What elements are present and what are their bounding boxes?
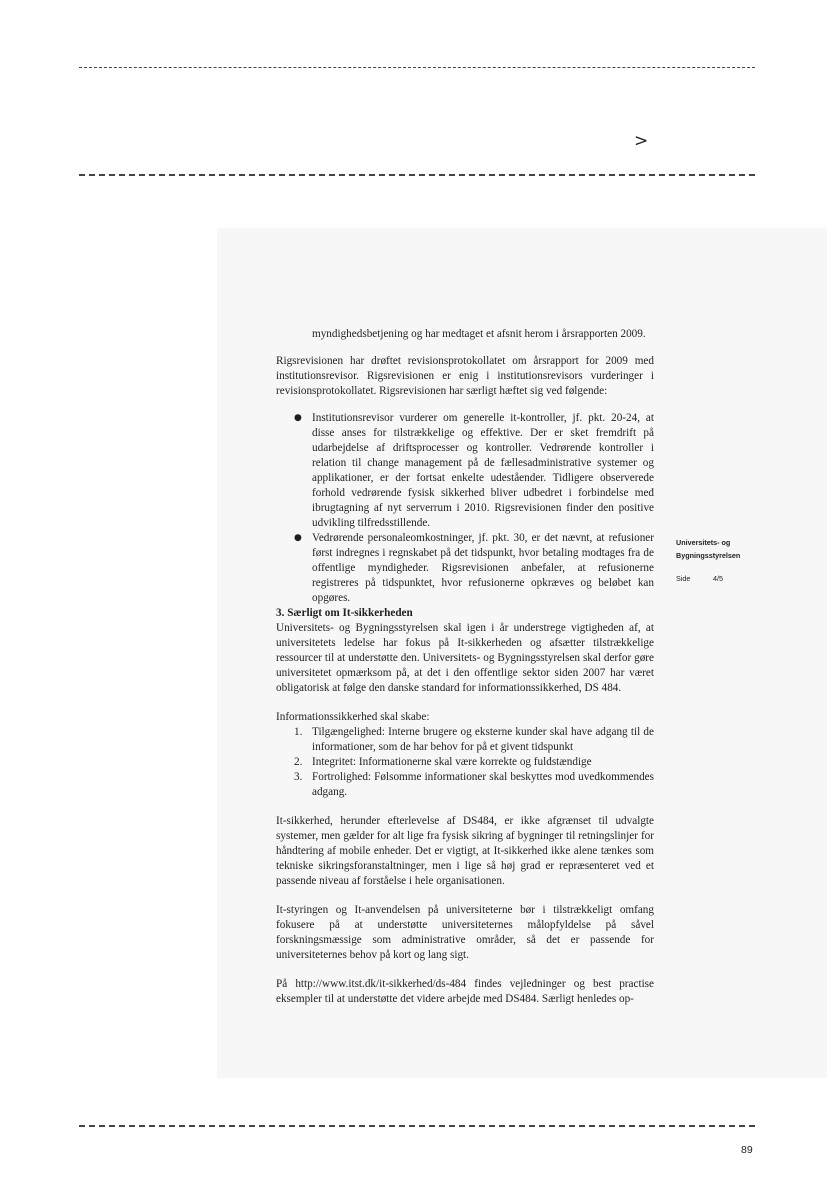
- link-paragraph: På http://www.itst.dk/it-sikkerhed/ds-484 findes vejledninger og best practise eksempler til at understøtte det videre arbejde med DS484. Særligt henledes op-: [276, 978, 654, 1005]
- page-indicator: [676, 574, 740, 583]
- section-heading: 3. Særligt om It-sikkerheden: [276, 607, 413, 619]
- page-number: 89: [741, 1144, 753, 1156]
- top-divider: [79, 67, 755, 68]
- list-item: 2. Integritet: Informationerne skal være korrekte og fuldstændige: [294, 756, 592, 768]
- side-label: Side: [676, 574, 691, 583]
- list-item: ● Vedrørende personaleomkostninger, jf. pkt. 30, er det nævnt, at refusioner først indregnes i regnskabet på det tidspunkt, hvor betaling modtages fra de offentlige myndigheder. Rigsrevisionen anbefaler, at refusionerne registreres på tidspunktet, hvor refusionerne opkræves og beløbet kan opgøres.: [294, 532, 654, 604]
- list-intro: Informationssikkerhed skal skabe:: [276, 711, 430, 723]
- continued-list-item: myndighedsbetjening og har medtaget et afsnit herom i årsrapporten 2009.: [312, 328, 646, 340]
- org-name-line2: Bygningsstyrelsen: [676, 551, 741, 560]
- intro-paragraph: Rigsrevisionen har drøftet revisionsprotokollatet om årsrapport for 2009 med institutionsrevisor. Rigsrevisionen er enig i institutionsrevisors vurderinger i revisionsprotokollatet. Rigsrevisionen har særligt hæftet sig ved følgende:: [276, 355, 654, 397]
- governance-paragraph: It-styringen og It-anvendelsen på universiteterne bør i tilstrækkeligt omfang fokusere på at understøtte universiteternes målopfyldelse på såvel forskningsmæssige som administrative områder, så det er passende for universiteternes behov på kort og lang sigt.: [276, 904, 654, 961]
- side-value: 4/5: [713, 574, 723, 583]
- sidebar: [676, 536, 740, 583]
- bullet-icon: ●: [294, 413, 302, 423]
- list-item: 3. Fortrolighed: Følsomme informationer skal beskyttes mod uvedkommendes adgang.: [294, 771, 654, 798]
- numbered-list: [276, 725, 654, 800]
- list-item: 1. Tilgængelighed: Interne brugere og eksterne kunder skal have adgang til de informationer, som de har behov for på et givent tidspunkt: [294, 726, 654, 753]
- bullet-icon: ●: [294, 533, 302, 543]
- header-divider: [79, 174, 755, 176]
- document-body: [276, 327, 654, 1007]
- itsec-paragraph: It-sikkerhed, herunder efterlevelse af DS484, er ikke afgrænset til udvalgte systemer, men gælder for alt lige fra fysisk sikring af bygninger til retningslinjer for håndtering af mobile enheder. Det er vigtigt, at It-sikkerhed ikke alene tænkes som tekniske sikringsforanstaltninger, men i lige så høj grad er repræsenteret ved et passende niveau af forståelse i hele organisationen.: [276, 815, 654, 887]
- bullet-list: [276, 411, 654, 606]
- section-paragraph: Universitets- og Bygningsstyrelsen skal igen i år understrege vigtigheden af, at universitetets ledelse har fokus på It-sikkerheden og afsætter tilstrækkelige ressourcer til at understøtte den. Universitets- og Bygningsstyrelsen skal derfor gøre universitetet opmærksom på, at det i den offentlige sektor siden 2007 har været obligatorisk at følge den danske standard for informationssikkerhed, DS 484.: [276, 622, 654, 694]
- org-name-line1: Universitets- og: [676, 538, 731, 547]
- list-item: ● Institutionsrevisor vurderer om generelle it-kontroller, jf. pkt. 20-24, at disse anses for tilstrækkelige og effektive. Der er sket fremdrift på udarbejdelse af driftsprocesser og kontroller. Vedrørende kontroller i relation til change management på de fællesadministrative systemer og applikationer, er der fortsat enkelte udeståender. Tidligere observerede forhold vedrørende fysisk sikkerhed bliver udbedret i forbindelse med ibrugtagning af nyt serverrum i 2010. Rigsrevisionen finder den positive udvikling tilfredsstillende.: [294, 412, 654, 529]
- footer-divider: [79, 1125, 755, 1127]
- chevron-right-icon: >: [634, 131, 649, 151]
